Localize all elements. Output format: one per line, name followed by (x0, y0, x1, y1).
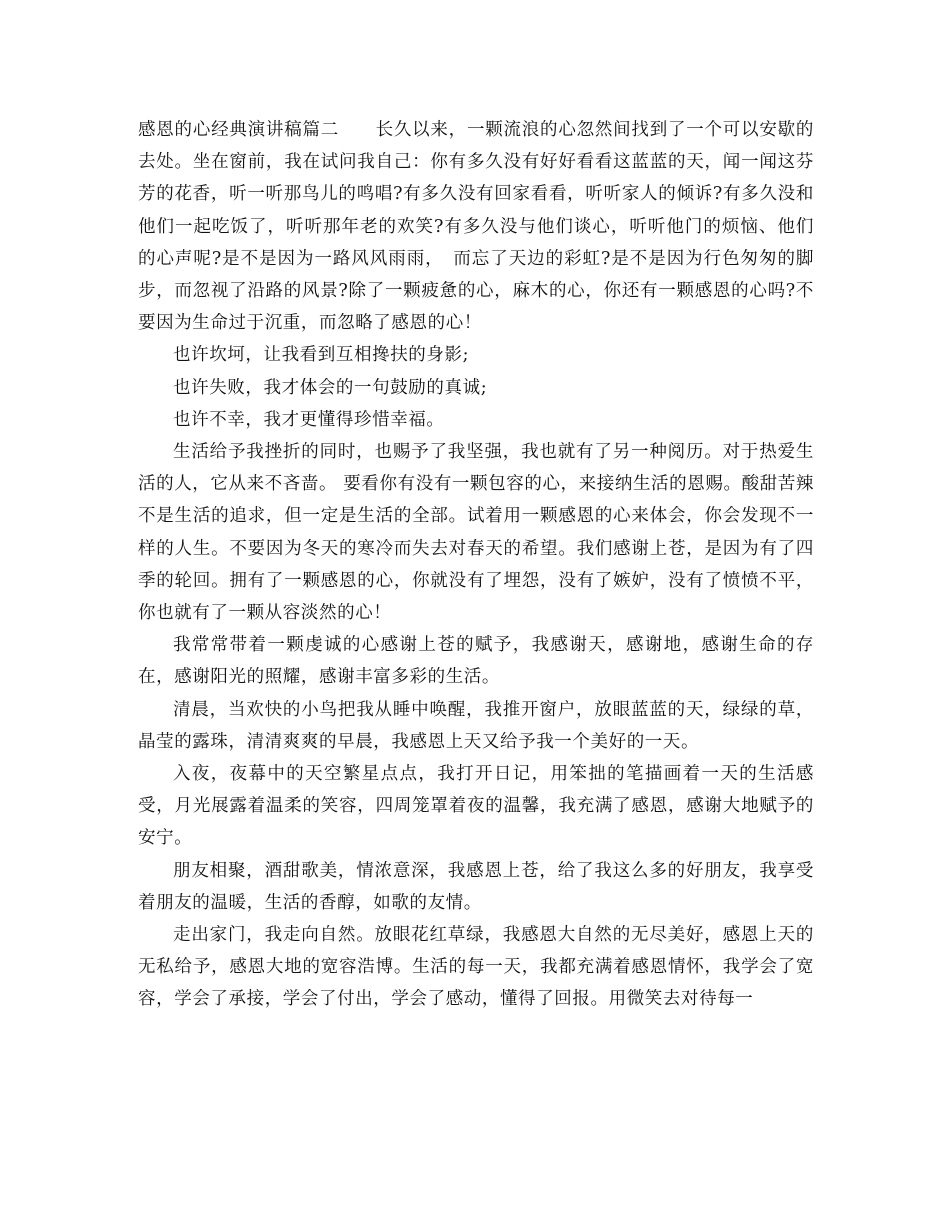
paragraph-night: 入夜，夜幕中的天空繁星点点，我打开日记，用笨拙的笔描画着一天的生活感受，月光展露着温柔的笑容，四周笼罩着夜的温馨，我充满了感恩，感谢大地赋予的安宁。 (138, 764, 814, 849)
paragraph-life-gives: 生活给予我挫折的同时，也赐予了我坚强，我也就有了另一种阅历。对于热爱生活的人，它从来不吝啬。 要看你有没有一颗包容的心，来接纳生活的恩赐。酸甜苦辣不是生活的追求，但一定是生活的全部。试着用一颗感恩的心来体会，你会发现不一样的人生。不要因为冬天的寒冷而失去对春天的希望。我们感谢上苍，是因为有了四季的轮回。拥有了一颗感恩的心，你就没有了埋怨，没有了嫉妒，没有了愤愤不平，你也就有了一颗从容淡然的心！ (138, 442, 814, 624)
paragraph-misfortune: 也许不幸，我才更懂得珍惜幸福。 (173, 409, 445, 430)
paragraph-title-intro: 感恩的心经典演讲稿篇二 长久以来，一颗流浪的心忽然间找到了一个可以安歇的去处。坐在窗前，我在试问我自己：你有多久没有好好看看这蓝蓝的天，闻一闻这芬芳的花香，听一听那鸟儿的鸣唱?有多久没有回家看看，听听家人的倾诉?有多久没和他们一起吃饭了，听听那年老的欢笑?有多久没与他们谈心，听听他门的烦恼、他们的心声呢?是不是因为一路风风雨雨， 而忘了天边的彩虹?是不是因为行色匆匆的脚步，而忽视了沿路的风景?除了一颗疲惫的心，麻木的心，你还有一颗感恩的心吗?不要因为生命过于沉重，而忽略了感恩的心！ (138, 120, 814, 334)
document-page (138, 114, 814, 1016)
paragraph-hardship: 也许坎坷，让我看到互相搀扶的身影; (173, 345, 470, 366)
paragraph-nature: 走出家门，我走向自然。放眼花红草绿，我感恩大自然的无尽美好，感恩上天的无私给予，感恩大地的宽容浩博。生活的每一天，我都充满着感恩情怀，我学会了宽容，学会了承接，学会了付出，学会了感动，懂得了回报。用微笑去对待每一 (138, 925, 814, 1010)
paragraph-failure: 也许失败，我才体会的一句鼓励的真诚; (173, 377, 488, 398)
paragraph-morning: 清晨，当欢快的小鸟把我从睡中唤醒，我推开窗户，放眼蓝蓝的天，绿绿的草，晶莹的露珠，清清爽爽的早晨，我感恩上天又给予我一个美好的一天。 (138, 699, 814, 752)
paragraph-thank-heaven: 我常常带着一颗虔诚的心感谢上苍的赋予，我感谢天，感谢地，感谢生命的存在，感谢阳光的照耀，感谢丰富多彩的生活。 (138, 635, 814, 688)
paragraph-friends: 朋友相聚，酒甜歌美，情浓意深，我感恩上苍，给了我这么多的好朋友，我享受着朋友的温暖，生活的香醇，如歌的友情。 (138, 860, 814, 913)
